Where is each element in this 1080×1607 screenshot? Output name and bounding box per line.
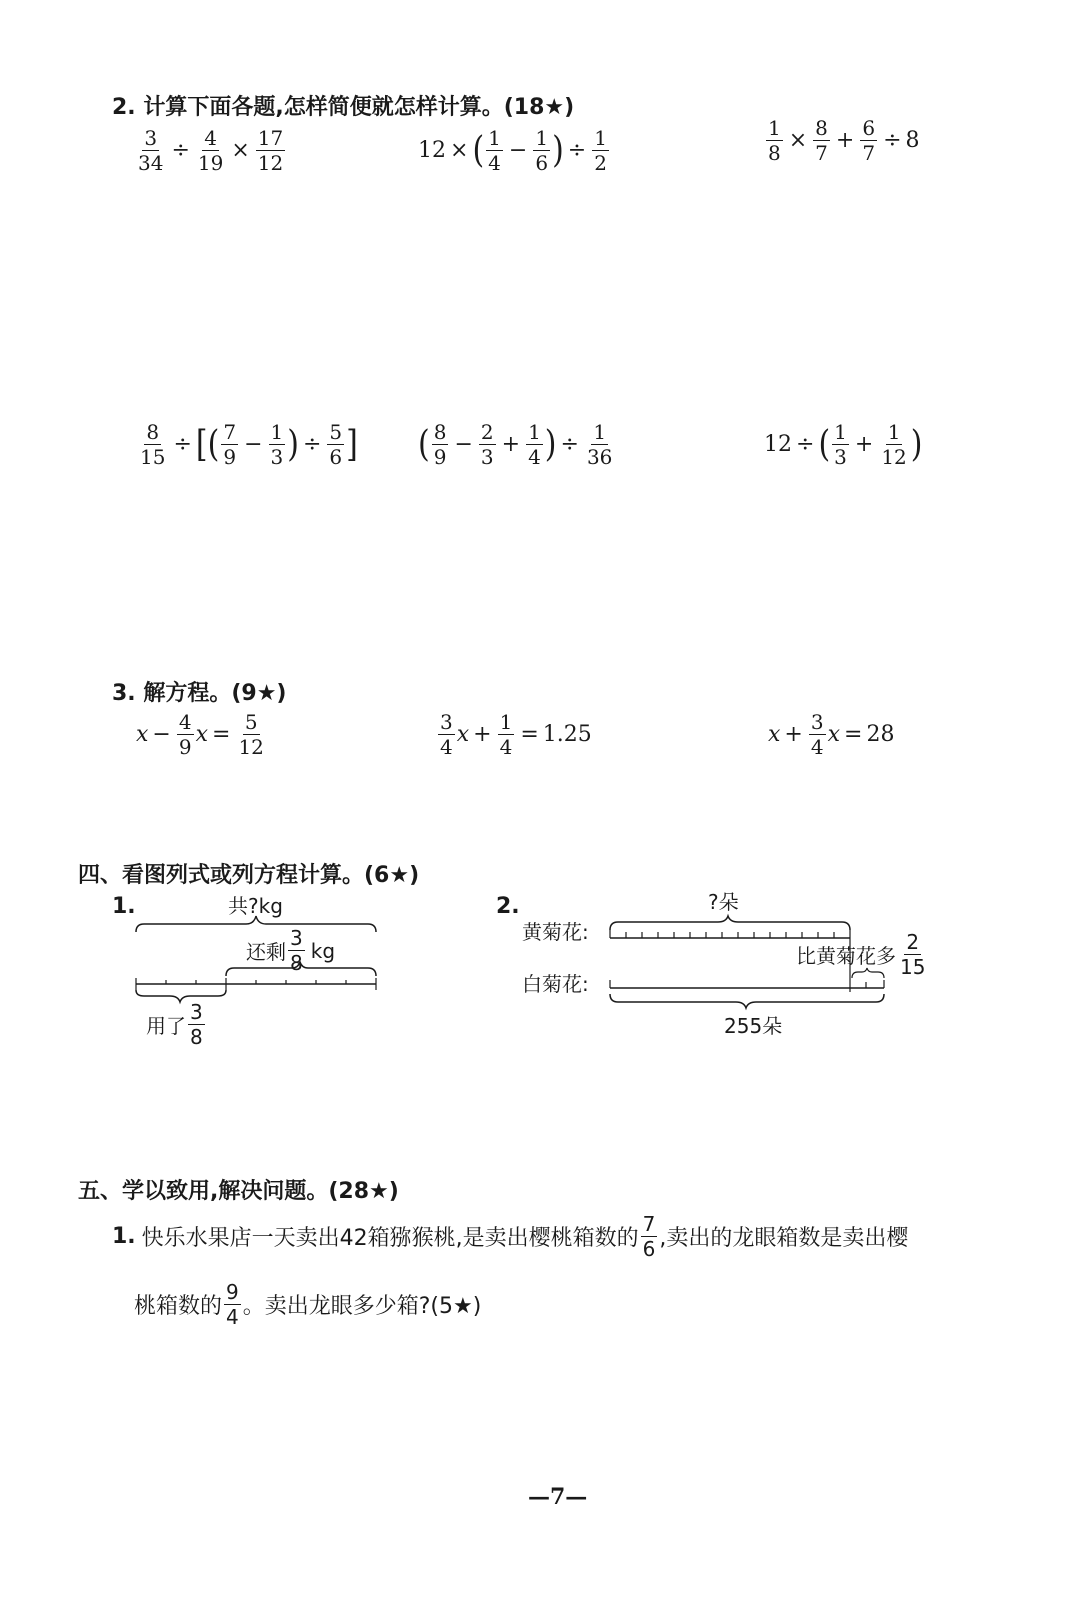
equation-3 — [768, 712, 894, 757]
operator: − — [152, 722, 171, 747]
right-bracket: ] — [346, 423, 358, 466]
used-label — [146, 1002, 207, 1047]
right-paren: ) — [544, 423, 557, 466]
question-number: 3. — [112, 681, 136, 706]
section-2-heading — [112, 90, 574, 121]
fraction: $\frac{7}{9}$ — [223, 420, 237, 469]
operator: × — [231, 138, 250, 163]
left-bracket: [ — [195, 423, 208, 466]
yellow-chrysanthemum-label: 黄菊花: — [522, 920, 589, 944]
equation-1 — [136, 712, 268, 757]
fraction: $\frac{5}{6}$ — [329, 420, 343, 469]
operator: ÷ — [560, 432, 579, 457]
fraction: $\frac{1}{12}$ — [881, 420, 907, 469]
diagram-1-number: 1. — [112, 894, 136, 919]
operator: ÷ — [171, 138, 190, 163]
operator: + — [784, 722, 803, 747]
operator: − — [454, 432, 473, 457]
variable: x — [768, 722, 781, 747]
left-paren: ( — [418, 423, 430, 466]
more-than-label — [796, 932, 929, 977]
fraction: $\frac{1}{8}$ — [768, 116, 781, 165]
fraction: $\frac{8}{15}$ — [140, 420, 166, 469]
equals-sign: = — [844, 722, 863, 747]
problem-text: 桃箱数的 — [134, 1294, 223, 1319]
remain-prefix: 还剩 — [246, 940, 286, 964]
right-paren: ) — [287, 423, 299, 466]
problem-1-line-1 — [112, 1214, 908, 1259]
fraction: $\frac{1}{3}$ — [270, 420, 284, 469]
expression-2 — [418, 128, 611, 173]
expression-5 — [418, 422, 616, 467]
fraction: $\frac{9}{4}$ — [226, 1280, 239, 1329]
number: 12 — [764, 432, 792, 457]
fraction: $\frac{1}{6}$ — [535, 126, 549, 175]
operator: + — [854, 432, 874, 457]
fraction: $\frac{3}{8}$ — [190, 1000, 203, 1049]
fraction: $\frac{1}{4}$ — [499, 710, 513, 759]
number: 8 — [905, 128, 920, 153]
equals-sign: = — [212, 722, 231, 747]
diagram-2-number: 2. — [496, 894, 520, 919]
fraction: $\frac{1}{4}$ — [528, 420, 541, 469]
variable: x — [195, 722, 209, 747]
question-number: 1. — [112, 1224, 136, 1249]
operator: ÷ — [883, 128, 902, 153]
expression-1 — [134, 128, 287, 173]
left-paren: ( — [818, 423, 831, 466]
operator: × — [788, 128, 808, 153]
variable: x — [456, 722, 470, 747]
fraction: $\frac{2}{15}$ — [900, 930, 926, 979]
equation-2 — [436, 712, 592, 757]
heading-text: 解方程。(9★) — [143, 681, 287, 706]
fraction: $\frac{4}{9}$ — [178, 710, 192, 759]
expression-6 — [764, 422, 923, 467]
fraction: $\frac{7}{6}$ — [642, 1212, 656, 1261]
white-chrysanthemum-label: 白菊花: — [522, 972, 589, 996]
part-5-heading: 五、学以致用,解决问题。(28★) — [78, 1179, 399, 1204]
total-label: 共?kg — [228, 894, 283, 918]
question-label: ?朵 — [708, 890, 739, 914]
remain-label — [246, 928, 335, 973]
fraction: $\frac{17}{12}$ — [257, 126, 284, 175]
fraction: $\frac{1}{4}$ — [488, 126, 501, 175]
equals-sign: = — [520, 722, 539, 747]
operator: ÷ — [302, 432, 322, 457]
number: 1.25 — [542, 722, 592, 747]
problem-text: ,卖出的龙眼箱数是卖出樱 — [659, 1226, 909, 1251]
operator: ÷ — [173, 432, 192, 457]
fraction: $\frac{1}{3}$ — [834, 420, 847, 469]
page-number: —7— — [528, 1484, 588, 1510]
fraction: $\frac{3}{8}$ — [290, 926, 303, 975]
number: 12 — [418, 138, 446, 163]
operator: + — [835, 128, 855, 153]
fraction: $\frac{4}{19}$ — [197, 126, 224, 175]
fraction: $\frac{8}{7}$ — [815, 116, 828, 165]
fraction: $\frac{1}{36}$ — [586, 420, 613, 469]
operator: + — [473, 722, 492, 747]
left-paren: ( — [472, 129, 485, 172]
problem-text: 。卖出龙眼多少箱?(5★) — [242, 1294, 482, 1319]
fraction: $\frac{8}{9}$ — [433, 420, 447, 469]
total-255-label: 255朵 — [724, 1014, 783, 1038]
left-paren: ( — [207, 423, 220, 466]
fraction: $\frac{5}{12}$ — [238, 710, 264, 759]
variable: x — [827, 722, 841, 747]
fraction: $\frac{2}{3}$ — [480, 420, 494, 469]
fraction: $\frac{3}{4}$ — [810, 710, 824, 759]
unit: kg — [310, 938, 336, 963]
operator: − — [244, 432, 263, 457]
heading-text: 计算下面各题,怎样简便就怎样计算。(18★) — [143, 95, 575, 120]
fraction: $\frac{6}{7}$ — [862, 116, 876, 165]
operator: ÷ — [796, 432, 815, 457]
part-4-heading: 四、看图列式或列方程计算。(6★) — [78, 863, 420, 888]
more-prefix: 比黄菊花多 — [796, 944, 896, 968]
right-paren: ) — [910, 423, 923, 466]
section-3-heading — [112, 676, 286, 707]
expression-3 — [764, 118, 920, 163]
operator: + — [501, 432, 521, 457]
fraction: $\frac{3}{34}$ — [138, 126, 164, 175]
fraction: $\frac{3}{4}$ — [440, 710, 453, 759]
operator: ÷ — [567, 138, 587, 163]
operator: − — [508, 138, 528, 163]
variable: x — [136, 722, 149, 747]
problem-text: 快乐水果店一天卖出42箱猕猴桃,是卖出樱桃箱数的 — [141, 1226, 639, 1251]
operator: × — [450, 138, 469, 163]
right-paren: ) — [552, 129, 564, 172]
fraction: $\frac{1}{2}$ — [594, 126, 607, 175]
used-prefix: 用了 — [146, 1014, 186, 1038]
question-number: 2. — [112, 95, 136, 120]
expression-4 — [136, 422, 358, 467]
problem-1-line-2 — [134, 1282, 481, 1327]
number: 28 — [866, 722, 895, 747]
